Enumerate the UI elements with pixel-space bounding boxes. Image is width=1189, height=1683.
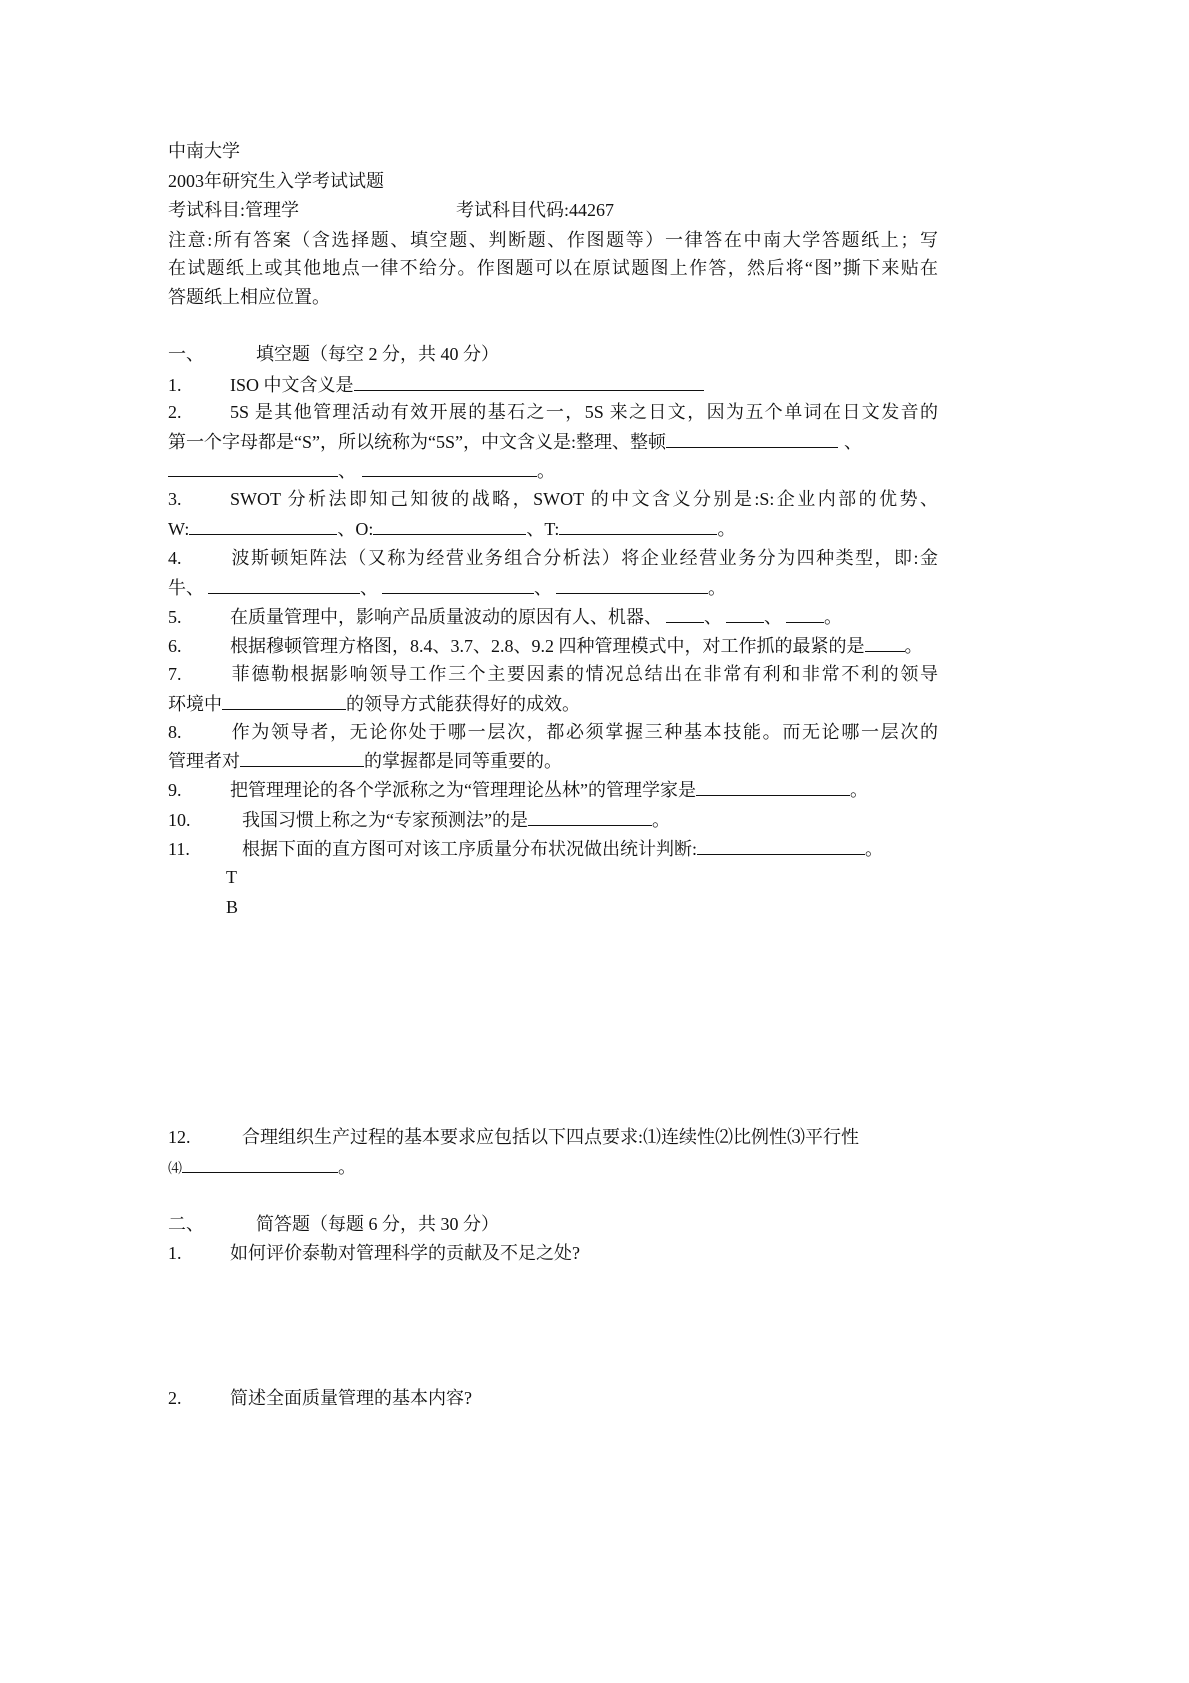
question-number: 9.: [168, 780, 182, 800]
histogram-label-t: T: [226, 867, 237, 887]
period: 。: [338, 1157, 356, 1177]
subject-code: 考试科目代码:44267: [456, 200, 615, 220]
question-text: 波斯顿矩阵法（又称为经营业务组合分析法）将企业经营业务分为四种类型，即:金: [230, 548, 938, 568]
answer-blank[interactable]: [382, 575, 534, 594]
question-text: 牛、: [168, 578, 204, 598]
separator: 、: [764, 607, 782, 627]
question-text: 环境中: [168, 694, 222, 714]
question-2-line-2: [168, 429, 862, 453]
question-5: [168, 604, 842, 628]
question-text: 管理者对: [168, 751, 240, 771]
short-question-1: [168, 1241, 580, 1265]
question-number: 10.: [168, 810, 191, 830]
question-7-line-1: [168, 662, 938, 686]
answer-blank[interactable]: [666, 604, 704, 623]
question-number: 7.: [168, 664, 182, 684]
question-10: [168, 807, 670, 831]
separator: 、: [534, 578, 552, 598]
question-number: 4.: [168, 548, 182, 568]
answer-blank[interactable]: [362, 458, 537, 477]
separator: 、: [843, 432, 862, 452]
question-text: 菲德勒根据影响领导工作三个主要因素的情况总结出在非常有利和非常不利的领导: [230, 664, 938, 684]
exam-title: 2003年研究生入学考试试题: [168, 171, 384, 191]
question-text: 作为领导者，无论你处于哪一层次，都必须掌握三种基本技能。而无论哪一层次的: [230, 722, 938, 742]
question-text: 根据穆顿管理方格图，8.4、3.7、2.8、9.2 四种管理模式中，对工作抓的最紧的是: [230, 636, 865, 656]
question-text: 根据下面的直方图可对该工序质量分布状况做出统计判断:: [242, 839, 697, 859]
answer-blank[interactable]: [182, 1154, 338, 1173]
question-2-line-3: [168, 458, 555, 482]
question-3-line-1: [168, 487, 938, 511]
question-text: 合理组织生产过程的基本要求应包括以下四点要求:⑴连续性⑵比例性⑶平行性: [242, 1127, 859, 1147]
label-o: 、O:: [337, 519, 374, 539]
short-question-2: [168, 1386, 472, 1410]
answer-blank-o[interactable]: [373, 516, 526, 535]
answer-blank[interactable]: [556, 575, 708, 594]
question-text: 把管理理论的各个学派称之为“管理理论丛林”的管理学家是: [230, 780, 696, 800]
histogram-label-b: B: [226, 897, 239, 917]
question-number: 1.: [168, 375, 182, 395]
period: 。: [708, 578, 726, 598]
answer-blank[interactable]: [168, 458, 338, 477]
answer-blank[interactable]: [528, 807, 652, 826]
question-text: 我国习惯上称之为“专家预测法”的是: [242, 810, 528, 830]
subject-line: [168, 198, 615, 222]
answer-blank[interactable]: [666, 429, 838, 448]
question-number: 3.: [168, 489, 182, 509]
period: 。: [651, 810, 670, 830]
answer-blank[interactable]: [208, 575, 360, 594]
question-8-line-1: [168, 720, 938, 744]
question-6: [168, 633, 923, 657]
question-text: ISO 中文含义是: [230, 375, 354, 395]
section-1-number: 一、: [168, 344, 204, 364]
notice-line-2: 在试题纸上或其他地点一律不给分。作图题可以在原试题图上作答，然后将“图”撕下来贴在: [168, 258, 938, 278]
period: 。: [849, 780, 868, 800]
question-1: [168, 372, 704, 396]
question-text: 的掌握都是同等重要的。: [364, 751, 562, 771]
question-number: 6.: [168, 636, 182, 656]
question-text: 的领导方式能获得好的成效。: [346, 694, 580, 714]
section-2-heading: [168, 1212, 499, 1236]
answer-blank[interactable]: [354, 372, 704, 391]
period: 。: [717, 519, 736, 539]
question-number: 5.: [168, 607, 182, 627]
question-7-line-2: [168, 691, 580, 715]
school-name: 中南大学: [168, 141, 240, 161]
question-text: 如何评价泰勒对管理科学的贡献及不足之处?: [230, 1243, 580, 1263]
notice-line-1: 注意:所有答案（含选择题、填空题、判断题、作图题等）一律答在中南大学答题纸上；写: [168, 230, 938, 250]
question-4-line-2: [168, 575, 726, 599]
answer-blank[interactable]: [696, 777, 850, 796]
question-11: [168, 836, 883, 860]
section-2-number: 二、: [168, 1214, 204, 1234]
question-text: SWOT 分析法即知己知彼的战略，SWOT 的中文含义分别是:S:企业内部的优势、: [230, 489, 938, 509]
answer-blank-t[interactable]: [559, 516, 717, 535]
question-number: 12.: [168, 1127, 191, 1147]
question-12-line-2: [168, 1154, 356, 1178]
period: 。: [904, 636, 923, 656]
question-number: 2.: [168, 1388, 182, 1408]
question-2-line-1: [168, 400, 938, 424]
question-number: 8.: [168, 722, 182, 742]
question-4-line-1: [168, 546, 938, 570]
question-text: 第一个字母都是“S”，所以统称为“5S”，中文含义是:整理、整顿: [168, 432, 666, 452]
answer-blank[interactable]: [240, 748, 364, 767]
section-1-heading: [168, 342, 499, 366]
answer-blank[interactable]: [786, 604, 824, 623]
period: 。: [865, 839, 883, 859]
answer-blank-w[interactable]: [189, 516, 337, 535]
question-3-line-2: [168, 516, 735, 540]
question-number: 11.: [168, 839, 190, 859]
section-2-title: 简答题（每题 6 分，共 30 分）: [256, 1214, 499, 1234]
separator: 、: [338, 461, 356, 481]
subject: 考试科目:管理学: [168, 200, 300, 220]
question-9: [168, 777, 868, 801]
question-number: 1.: [168, 1243, 182, 1263]
label-w: W:: [168, 519, 190, 539]
answer-blank[interactable]: [697, 836, 865, 855]
item-number: ⑷: [168, 1162, 182, 1177]
answer-blank[interactable]: [865, 633, 905, 652]
question-8-line-2: [168, 748, 562, 772]
question-12-line-1: [168, 1125, 859, 1149]
separator: 、: [360, 578, 378, 598]
notice-line-3: 答题纸上相应位置。: [168, 287, 330, 307]
question-text: 简述全面质量管理的基本内容?: [230, 1388, 472, 1408]
question-number: 2.: [168, 402, 182, 422]
label-t: 、T:: [526, 519, 560, 539]
section-1-title: 填空题（每空 2 分，共 40 分）: [256, 344, 499, 364]
question-text: 5S 是其他管理活动有效开展的基石之一，5S 来之日文，因为五个单词在日文发音的: [230, 402, 938, 422]
answer-blank[interactable]: [726, 604, 764, 623]
question-text: 在质量管理中，影响产品质量波动的原因有人、机器、: [230, 607, 662, 627]
separator: 、: [704, 607, 722, 627]
period: 。: [824, 607, 842, 627]
period: 。: [537, 461, 555, 481]
answer-blank[interactable]: [222, 691, 346, 710]
